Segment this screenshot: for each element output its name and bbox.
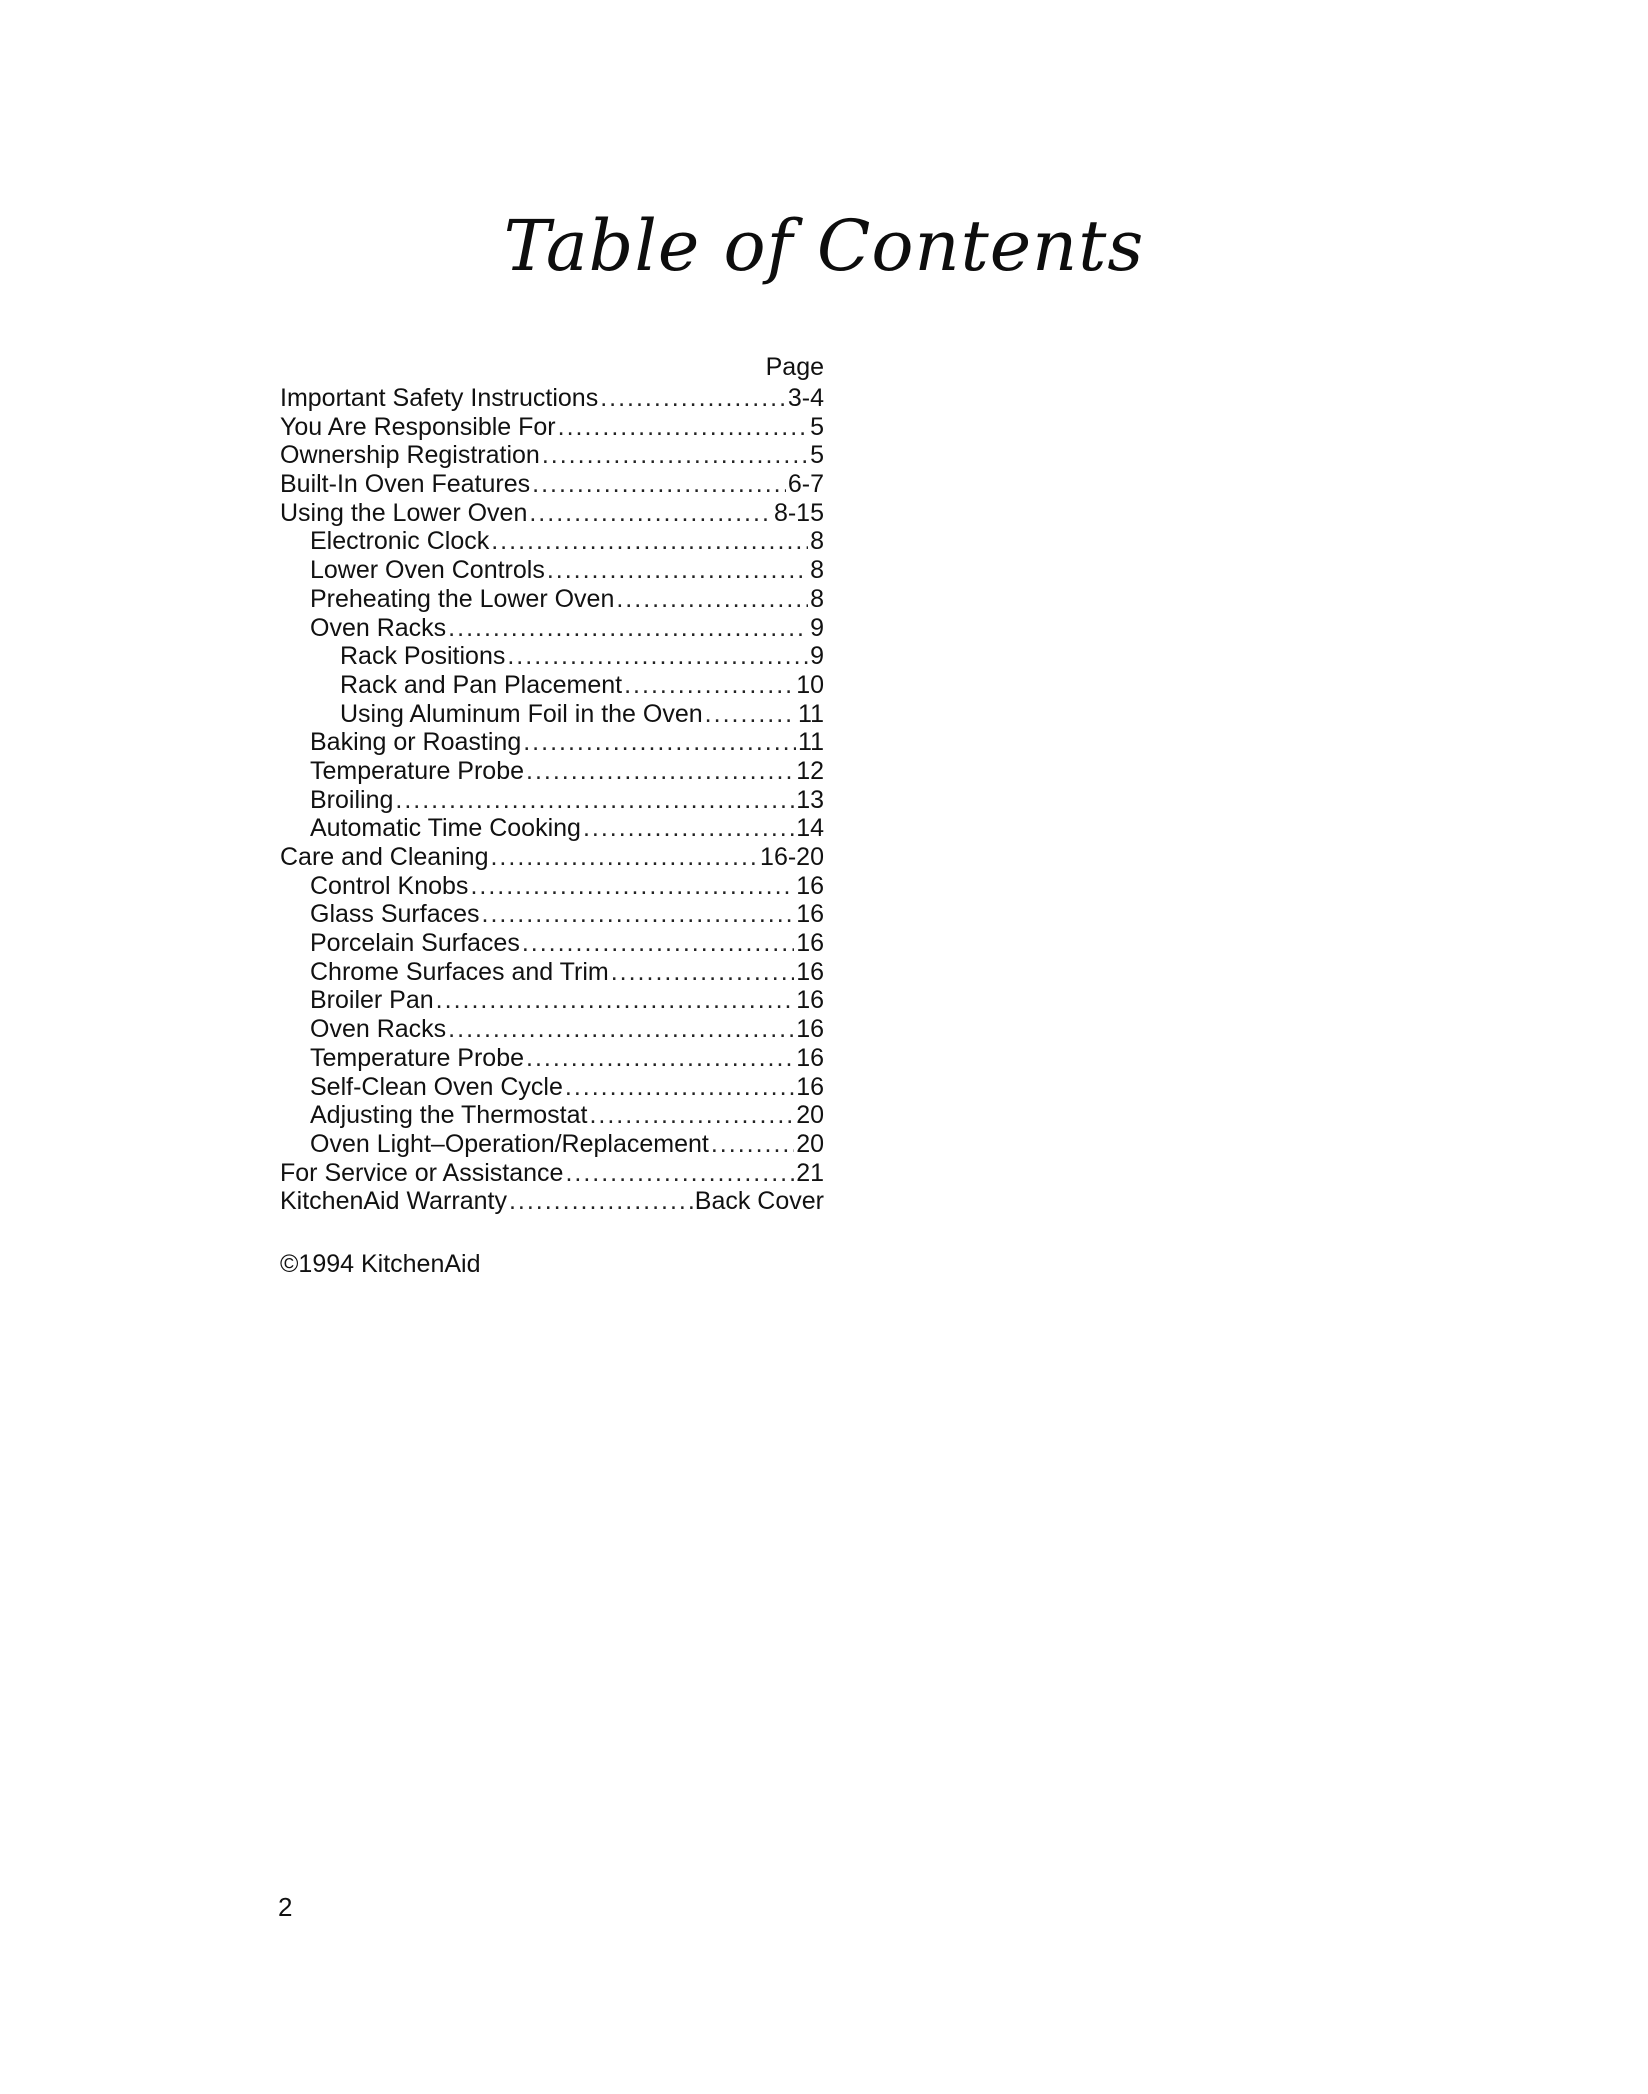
dot-leader	[395, 786, 794, 815]
toc-entry-label: Oven Light–Operation/Replacement	[310, 1129, 709, 1158]
dot-leader	[436, 986, 795, 1015]
dot-leader	[509, 1187, 693, 1216]
toc-entry-label: Automatic Time Cooking	[310, 814, 581, 843]
toc-entry-label: Rack Positions	[340, 642, 506, 671]
toc-entry-page: 3-4	[787, 384, 824, 412]
toc-entry-label: Important Safety Instructions	[280, 384, 599, 412]
toc-entry-page: 20	[796, 1101, 824, 1130]
toc-entry	[280, 441, 824, 470]
dot-leader	[470, 872, 794, 901]
dot-leader	[611, 958, 794, 987]
toc-entry	[280, 986, 824, 1015]
toc-entry	[280, 1159, 824, 1188]
page-column-header: Page	[765, 353, 824, 381]
dot-leader	[705, 700, 796, 729]
toc-entry	[280, 614, 824, 643]
dot-leader	[507, 642, 808, 671]
toc-entry-label: Glass Surfaces	[310, 900, 480, 929]
toc-entry-label: Adjusting the Thermostat	[310, 1101, 588, 1130]
toc-entry	[280, 671, 824, 700]
toc-entry	[280, 728, 824, 757]
dot-leader	[711, 1130, 794, 1159]
dot-leader	[491, 527, 808, 556]
toc-entry-page: 16	[796, 871, 824, 900]
toc-entry-label: Temperature Probe	[310, 1043, 525, 1072]
toc-entry	[280, 757, 824, 786]
table-of-contents	[280, 350, 824, 1216]
dot-leader	[490, 843, 758, 872]
toc-entry-page: 5	[810, 412, 824, 441]
toc-entry-page: 8	[810, 527, 824, 556]
toc-entry-label: Rack and Pan Placement	[340, 670, 623, 699]
toc-entry	[280, 384, 824, 413]
toc-entry-label: Broiler Pan	[310, 986, 434, 1015]
dot-leader	[616, 585, 808, 614]
toc-entry-page: 8	[810, 556, 824, 585]
toc-entry-label: Temperature Probe	[310, 756, 525, 785]
toc-entry-label: Using Aluminum Foil in the Oven	[340, 699, 703, 728]
toc-entry-page: 16	[796, 1015, 824, 1044]
toc-entry-label: Preheating the Lower Oven	[310, 584, 615, 613]
toc-entry	[280, 527, 824, 556]
toc-entry-page: 16	[796, 929, 824, 958]
toc-entry	[280, 1073, 824, 1102]
page-number: 2	[278, 1892, 293, 1922]
toc-entry-label: Care and Cleaning	[280, 843, 489, 871]
toc-entry	[280, 1187, 824, 1216]
toc-entry	[280, 700, 824, 729]
toc-entry-label: Porcelain Surfaces	[310, 929, 520, 958]
toc-entry-page: 5	[810, 441, 824, 470]
toc-entry-page: 12	[796, 756, 824, 785]
dot-leader	[624, 671, 794, 700]
toc-entry	[280, 929, 824, 958]
dot-leader	[526, 1044, 794, 1073]
toc-entry	[280, 499, 824, 528]
toc-entry-label: Electronic Clock	[310, 527, 490, 556]
toc-entry-label: Oven Racks	[310, 1015, 447, 1044]
toc-entry-page: 9	[810, 642, 824, 671]
toc-entry	[280, 642, 824, 671]
toc-entry-page: 13	[796, 785, 824, 814]
toc-entry-label: For Service or Assistance	[280, 1158, 564, 1187]
toc-entry-page: 6-7	[787, 470, 824, 499]
dot-leader	[542, 441, 808, 470]
dot-leader	[448, 1015, 794, 1044]
toc-entry-label: Using the Lower Oven	[280, 498, 528, 527]
toc-entry-page: 20	[796, 1129, 824, 1158]
toc-entry-page: 16	[796, 1043, 824, 1072]
toc-entry-page: 8-15	[773, 498, 824, 527]
toc-entry-label: KitchenAid Warranty	[280, 1187, 507, 1216]
dot-leader	[523, 728, 796, 757]
toc-entry	[280, 1015, 824, 1044]
toc-entry-page: Back Cover	[694, 1187, 824, 1216]
toc-entry	[280, 900, 824, 929]
toc-entry-page: 10	[796, 670, 824, 699]
toc-entry-label: Chrome Surfaces and Trim	[310, 957, 609, 986]
dot-leader	[529, 499, 772, 528]
toc-entry	[280, 843, 824, 872]
toc-entry-label: Broiling	[310, 785, 394, 814]
toc-entry	[280, 1101, 824, 1130]
toc-entry	[280, 556, 824, 585]
dot-leader	[589, 1101, 794, 1130]
toc-entry-page: 9	[810, 613, 824, 642]
dot-leader	[532, 470, 786, 499]
dot-leader	[565, 1159, 794, 1188]
toc-entry	[280, 786, 824, 815]
copyright-notice: ©1994 KitchenAid	[280, 1250, 481, 1278]
toc-entry	[280, 470, 824, 499]
dot-leader	[522, 929, 794, 958]
toc-entry	[280, 814, 824, 843]
toc-entry-page: 16-20	[760, 843, 824, 871]
toc-entry-page: 16	[796, 957, 824, 986]
toc-entry-label: Built-In Oven Features	[280, 470, 531, 499]
dot-leader	[583, 814, 794, 843]
toc-entry-page: 11	[798, 699, 824, 728]
dot-leader	[547, 556, 808, 585]
toc-entry-list	[280, 384, 824, 1216]
toc-entry	[280, 585, 824, 614]
toc-entry-page: 21	[796, 1158, 824, 1187]
toc-entry-label: Oven Racks	[310, 613, 447, 642]
toc-entry-page: 16	[796, 900, 824, 929]
toc-entry-page: 8	[810, 584, 824, 613]
toc-entry-page: 11	[798, 728, 824, 757]
toc-entry	[280, 1130, 824, 1159]
dot-leader	[600, 384, 786, 413]
dot-leader	[482, 900, 795, 929]
dot-leader	[526, 757, 794, 786]
toc-entry-page: 16	[796, 986, 824, 1015]
toc-entry-label: Self-Clean Oven Cycle	[310, 1072, 563, 1101]
toc-entry	[280, 413, 824, 442]
dot-leader	[565, 1073, 794, 1102]
dot-leader	[448, 614, 808, 643]
toc-entry-label: You Are Responsible For	[280, 412, 556, 441]
toc-entry-page: 16	[796, 1072, 824, 1101]
dot-leader	[558, 413, 808, 442]
toc-entry-label: Control Knobs	[310, 871, 469, 900]
toc-entry-label: Ownership Registration	[280, 441, 540, 470]
page-title: Table of Contents	[503, 205, 1145, 287]
toc-entry	[280, 958, 824, 987]
toc-entry-page: 14	[796, 814, 824, 843]
toc-entry	[280, 1044, 824, 1073]
toc-entry	[280, 872, 824, 901]
toc-entry-label: Lower Oven Controls	[310, 556, 545, 585]
toc-entry-label: Baking or Roasting	[310, 728, 522, 757]
